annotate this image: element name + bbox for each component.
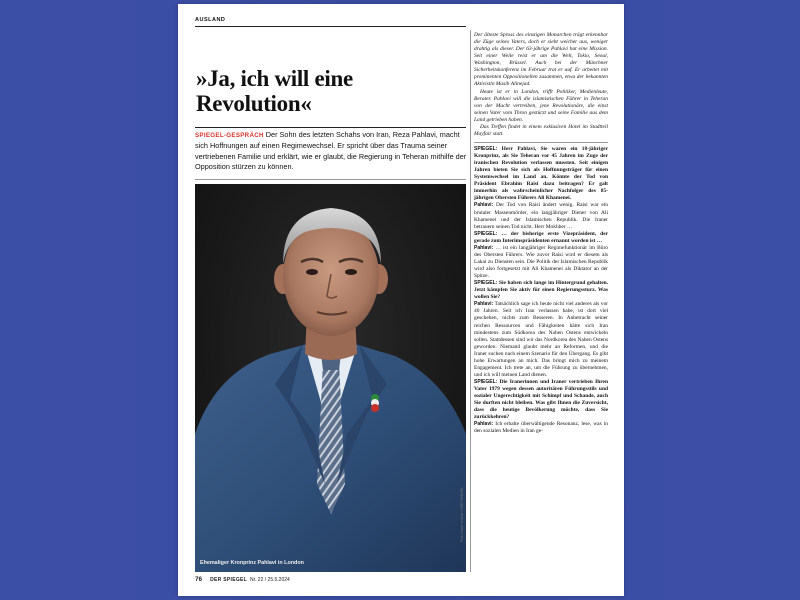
speaker-label: SPIEGEL:	[474, 145, 498, 152]
intro-paragraph: Das Treffen findet in einem exklusiven Hotel im Stadtteil Mayfair statt.	[474, 123, 608, 137]
interview-answer	[474, 301, 608, 379]
interview-answer	[474, 202, 608, 230]
magazine-name: DER SPIEGEL	[210, 577, 248, 583]
interview-text	[474, 146, 608, 436]
teaser-kicker: SPIEGEL-GESPRÄCH	[195, 132, 264, 139]
portrait-photo	[195, 184, 466, 572]
speaker-label: Pahlavi:	[474, 244, 494, 251]
page-footer	[195, 576, 290, 583]
right-column	[474, 32, 608, 436]
speaker-label: SPIEGEL:	[474, 280, 498, 287]
page-number: 76	[195, 576, 203, 583]
interview-question	[474, 231, 608, 245]
question-text: … der bisherige erste Vizepräsident, der gerade zum Interimspräsidenten ernannt worden ist …	[474, 230, 608, 244]
interview-question	[474, 146, 608, 203]
column-divider	[470, 30, 471, 572]
issue-info: Nr. 22 / 25.5.2024	[250, 577, 290, 583]
question-text: Sie haben sich lange im Hintergrund gehalten. Jetzt kämpfen Sie aktiv für einen Regierungssturz. Was wollen Sie?	[474, 280, 608, 301]
interview-answer	[474, 421, 608, 435]
portrait-illustration	[195, 184, 466, 572]
answer-text: Ich erhalte überwältigende Resonanz, lese, was in den sozialen Medien in Iran ge-	[474, 421, 608, 435]
answer-text: Der Tod von Raisi ändert wenig. Raisi war ein brutaler Massenmörder, ein langjähriger Diener von Ali Khamenei und der Islamischen Republik. Die Iraner betrauern seinen Tod nicht. Herr Mokhber …	[474, 202, 608, 230]
answer-text: Tatsächlich sage ich heute nicht viel anderes als vor 40 Jahren. Seit ich Iran verlassen habe, ist dort viel geschehen, nichts zum Besseren. In Anbetracht seiner reichen Ressourcen und Fähigkeiten hätte sich Iran mindestens zum Südkorea des Nahen Ostens entwickeln sollen. Stattdessen sind wir das Nordkorea des Nahen Ostens geworden. Niemand glaubt mehr an Reformen, und die Iraner suchen nach einem Szenario für den Übergang. Es gibt hohe Erwartungen an mich. Das bringt mich zu meinem Engagement. Ich trete an, um die Führung zu übernehmen, und ich will meinen Land dienen.	[474, 301, 608, 378]
teaser-rule	[195, 179, 466, 180]
intro-paragraph: Heute ist er in London, trifft Politiker, Medienleute, Berater. Pahlavi will die islamistischen Führer in Teheran von der Macht vertreiben, jene Revolutionäre, die einst seinen Vater vom Thron gestürzt und seine Familie aus dem Land getrieben haben.	[474, 88, 608, 123]
intro-paragraph: Der älteste Spross des einstigen Monarchen trägt erkennbar die Züge seines Vaters, doch er sieht weicher aus, weniger drahtig als dieser. Der 63-jährige Pahlavi hat eine Mission. Seit einer Weile reist er um die Welt, Tokio, Seoul, Washington, Brüssel. Auch bei der Münchner Sicherheitskonferenz im Februar trat er auf. Er arbeitet mit prominenten Oppositionellen zusammen, etwa der bekannten Aktivistin Masih Alinejad.	[474, 32, 608, 88]
speaker-label: Pahlavi:	[474, 202, 494, 209]
speaker-label: Pahlavi:	[474, 301, 494, 308]
speaker-label: Pahlavi:	[474, 421, 494, 428]
interview-question	[474, 280, 608, 301]
speaker-label: SPIEGEL:	[474, 230, 498, 237]
question-text: Die Iranerinnen und Iraner vertrieben Ihren Vater 1979 wegen dessen autoritären Führungsstils und sozialer Ungerechtigkeit mit Schimpf und Schande, auch Sie durften nicht bleiben. Was gibt Ihnen die Zuversicht, dass die heutige Bevölkerung möchte, dass Sie zurückkehren?	[474, 379, 608, 421]
intro-text	[474, 32, 608, 138]
intro-separator	[474, 142, 608, 143]
headline-rule	[195, 127, 466, 128]
teaser-paragraph	[195, 130, 467, 173]
question-text: Herr Pahlavi, Sie waren ein 18-jähriger Kronprinz, als Sie Teheran vor 45 Jahren im Zuge der iranischen Revolution verlassen mussten. Seit einigen Jahren bieten Sie sich als Hoffnungsträger für einen Systemwechsel im Land an. Könnte der Tod von Präsident Ebrahim Raisi dazu beitragen? Er galt immerhin als wahrscheinlicher Nachfolger des 85-jährigen Obersten Führers Ali Khamenei.	[474, 145, 608, 202]
interview-answer	[474, 245, 608, 280]
teaser-text: Der Sohn des letzten Schahs von Iran, Reza Pahlavi, macht sich Hoffnungen auf einen Regimewechsel. Er spricht über das Trauma seiner vertriebenen Familie und erklärt, wie er glaubt, die Regierung in Teheran mithilfe der Opposition stürzen zu können.	[195, 130, 467, 172]
magazine-page	[178, 4, 624, 596]
photo-caption: Ehemaliger Kronprinz Pahlavi in London	[200, 560, 304, 566]
interview-question	[474, 379, 608, 421]
photo-credit: Foto: David Vintiner / DER SPIEGEL	[460, 486, 464, 542]
section-label: AUSLAND	[195, 17, 226, 23]
speaker-label: SPIEGEL:	[474, 379, 498, 385]
answer-text: … ist ein langjähriger Regimefunktionär im Büro des Obersten Führers. Wie zuvor Raisi wird er diesem als Lakai zu Diensten sein. Die Politik der Islamischen Republik wird also fortgesetzt mit Ali Khamenei als Diktator an der Spitze.	[474, 244, 608, 280]
top-rule	[195, 26, 466, 27]
article-headline: »Ja, ich will eine Revolution«	[196, 66, 353, 116]
